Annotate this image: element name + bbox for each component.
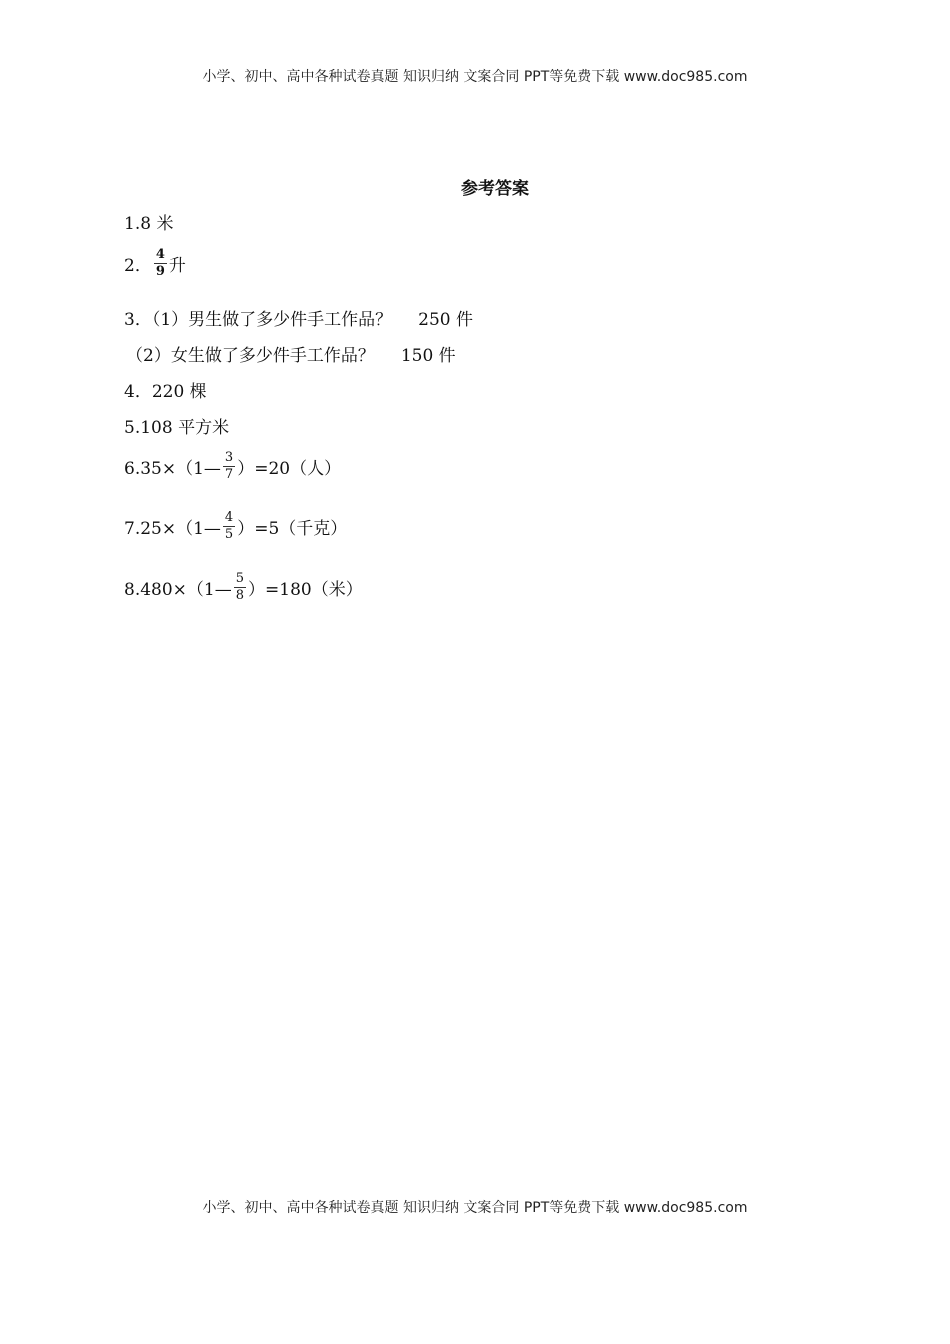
fraction-numerator: 5 xyxy=(235,571,245,586)
page-header: 小学、初中、高中各种试卷真题 知识归纳 文案合同 PPT等免费下载 www.doc985.com xyxy=(202,69,748,85)
answer-2 xyxy=(124,248,186,279)
page-title: 参考答案 xyxy=(461,179,529,199)
fraction-denominator: 9 xyxy=(155,264,165,279)
answer-5: 5.108 平方米 xyxy=(124,418,230,438)
answer-8-fraction xyxy=(234,572,246,603)
answer-4: 4．220 棵 xyxy=(124,382,207,402)
answer-8-suffix: ）=180（米） xyxy=(248,580,363,600)
answer-1: 1.8 米 xyxy=(124,214,174,234)
answer-3-value: 250 件 xyxy=(418,310,473,330)
fraction-numerator: 4 xyxy=(224,510,234,525)
answer-7-prefix: 7.25×（1— xyxy=(124,519,221,539)
fraction-denominator: 5 xyxy=(224,527,234,542)
answer-8-prefix: 8.480×（1— xyxy=(124,580,232,600)
answer-7 xyxy=(124,511,347,542)
fraction-numerator: 4 xyxy=(155,247,165,262)
answer-3b-value: 150 件 xyxy=(400,346,456,366)
answer-6-suffix: ）=20（人） xyxy=(237,459,342,479)
answer-7-fraction xyxy=(223,511,235,542)
answer-6 xyxy=(124,451,341,482)
answer-8 xyxy=(124,572,363,603)
page-footer: 小学、初中、高中各种试卷真题 知识归纳 文案合同 PPT等免费下载 www.doc985.com xyxy=(202,1200,748,1216)
fraction-numerator: 3 xyxy=(224,450,234,465)
answer-3-part-1 xyxy=(124,305,473,330)
answer-3b-question: （2）女生做了多少件手工作品？ xyxy=(126,346,375,366)
answer-2-unit: 升 xyxy=(168,256,186,276)
answer-3-part-2 xyxy=(126,341,456,366)
answer-2-prefix: 2． xyxy=(124,256,152,276)
fraction-denominator: 8 xyxy=(235,588,245,603)
answer-6-prefix: 6.35×（1— xyxy=(124,459,221,479)
answer-3-question: 3．（1）男生做了多少件手工作品？ xyxy=(124,310,393,330)
answer-7-suffix: ）=5（千克） xyxy=(237,519,348,539)
answer-6-fraction xyxy=(223,451,235,482)
fraction-denominator: 7 xyxy=(224,467,234,482)
answer-2-fraction xyxy=(154,248,167,279)
